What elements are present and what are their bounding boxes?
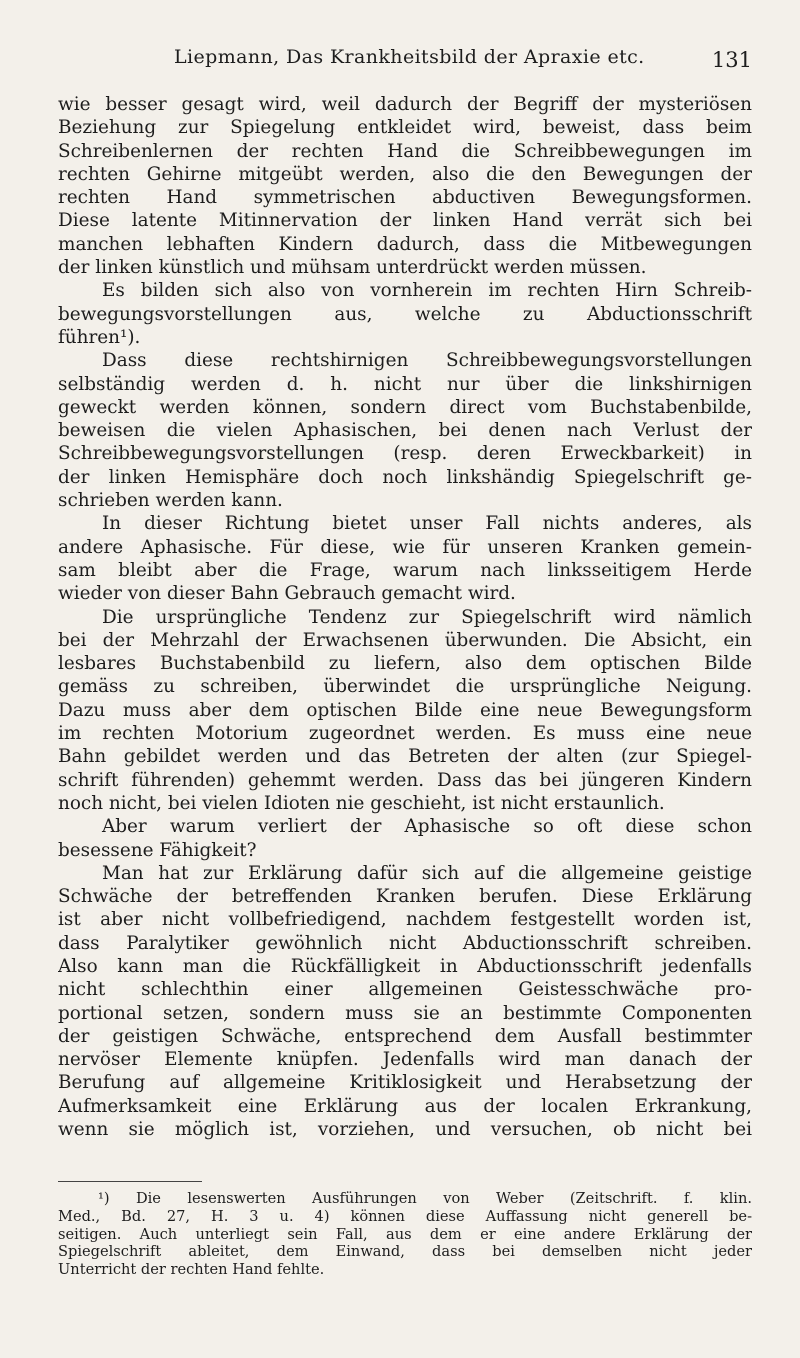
text-line: ist aber nicht vollbefriedigend, nachdem festgestellt worden ist, xyxy=(58,909,752,931)
text-line: Berufung auf allgemeine Kritiklosigkeit und Herabsetzung der xyxy=(58,1072,752,1094)
text-line: rechten Gehirne mitgeübt werden, also die den Bewegungen der xyxy=(58,163,752,185)
text-line: sam bleibt aber die Frage, warum nach linksseitigem Herde xyxy=(58,559,752,581)
text-line: Dass diese rechtshirnigen Schreibbewegungsvorstellungen xyxy=(102,350,752,372)
text-line: Schreibenlernen der rechten Hand die Schreibbewegungen im xyxy=(58,140,752,162)
running-head: Liepmann, Das Krankheitsbild der Apraxie etc. xyxy=(174,46,645,68)
footnote-line: seitigen. Auch unterliegt sein Fall, aus dem er eine andere Erklärung der xyxy=(58,1225,752,1243)
text-line: rechten Hand symmetrischen abductiven Bewegungsformen. xyxy=(58,187,752,209)
text-line: Es bilden sich also von vornherein im rechten Hirn Schreib- xyxy=(102,280,752,302)
text-line: wenn sie möglich ist, vorziehen, und versuchen, ob nicht bei xyxy=(58,1119,752,1141)
text-line: Also kann man die Rückfälligkeit in Abductionsschrift jedenfalls xyxy=(58,955,752,977)
text-line: besessene Fähigkeit? xyxy=(58,839,257,861)
body-text xyxy=(58,93,752,1141)
text-line: führen¹). xyxy=(58,326,141,348)
text-line: schrieben werden kann. xyxy=(58,490,283,512)
text-line: bei der Mehrzahl der Erwachsenen überwunden. Die Absicht, ein xyxy=(58,629,752,651)
page-header xyxy=(58,46,752,80)
text-line: Beziehung zur Spiegelung entkleidet wird, beweist, dass beim xyxy=(58,117,752,139)
footnote-line: ¹) Die lesenswerten Ausführungen von Weber (Zeitschrift. f. klin. xyxy=(98,1190,752,1207)
text-line: gemäss zu schreiben, überwindet die ursprüngliche Neigung. xyxy=(58,676,752,698)
text-line: nicht schlechthin einer allgemeinen Geistesschwäche pro- xyxy=(58,979,752,1001)
text-line: nervöser Elemente knüpfen. Jedenfalls wird man danach der xyxy=(58,1049,752,1071)
text-line: andere Aphasische. Für diese, wie für unseren Kranken gemein- xyxy=(58,536,752,558)
text-line: noch nicht, bei vielen Idioten nie geschieht, ist nicht erstaunlich. xyxy=(58,792,665,814)
text-line: im rechten Motorium zugeordnet werden. Es muss eine neue xyxy=(58,723,752,745)
text-line: In dieser Richtung bietet unser Fall nichts anderes, als xyxy=(102,513,752,535)
footnote-line: Unterricht der rechten Hand fehlte. xyxy=(58,1261,325,1279)
text-line: portional setzen, sondern muss sie an bestimmte Componenten xyxy=(58,1002,752,1024)
text-line: der linken künstlich und mühsam unterdrückt werden müssen. xyxy=(58,257,647,279)
text-line: Aufmerksamkeit eine Erklärung aus der localen Erkrankung, xyxy=(58,1095,752,1117)
text-line: manchen lebhaften Kindern dadurch, dass die Mitbewegungen xyxy=(58,233,752,255)
text-line: Diese latente Mitinnervation der linken Hand verrät sich bei xyxy=(58,210,752,232)
text-line: selbständig werden d. h. nicht nur über die linkshirnigen xyxy=(58,373,752,395)
text-line: Dazu muss aber dem optischen Bilde eine neue Bewegungsform xyxy=(58,699,752,721)
footnote-line: Spiegelschrift ableitet, dem Einwand, dass bei demselben nicht jeder xyxy=(58,1243,752,1261)
text-line: Man hat zur Erklärung dafür sich auf die allgemeine geistige xyxy=(102,862,752,884)
footnote-line: Med., Bd. 27, H. 3 u. 4) können diese Auffassung nicht generell be- xyxy=(58,1207,752,1225)
text-line: wieder von dieser Bahn Gebrauch gemacht wird. xyxy=(58,583,516,605)
text-line: Bahn gebildet werden und das Betreten der alten (zur Spiegel- xyxy=(58,746,752,768)
footnote-divider xyxy=(58,1181,202,1182)
text-line: beweisen die vielen Aphasischen, bei denen nach Verlust der xyxy=(58,420,752,442)
text-line: schrift führenden) gehemmt werden. Dass das bei jüngeren Kindern xyxy=(58,769,752,791)
text-line: Aber warum verliert der Aphasische so oft diese schon xyxy=(102,816,752,838)
text-line: geweckt werden können, sondern direct vom Buchstabenbilde, xyxy=(58,396,752,418)
text-line: Schwäche der betreffenden Kranken berufen. Diese Erklärung xyxy=(58,886,752,908)
footnotes xyxy=(58,1190,752,1279)
text-line: der geistigen Schwäche, entsprechend dem Ausfall bestimmter xyxy=(58,1025,752,1047)
text-line: wie besser gesagt wird, weil dadurch der Begriff der mysteriösen xyxy=(58,94,752,115)
text-line: bewegungsvorstellungen aus, welche zu Abductionsschrift xyxy=(58,303,752,325)
text-line: dass Paralytiker gewöhnlich nicht Abductionsschrift schreiben. xyxy=(58,932,752,954)
page-number: 131 xyxy=(711,48,752,72)
text-line: Die ursprüngliche Tendenz zur Spiegelschrift wird nämlich xyxy=(102,606,752,628)
text-line: der linken Hemisphäre doch noch linkshändig Spiegelschrift ge- xyxy=(58,466,752,488)
text-line: lesbares Buchstabenbild zu liefern, also dem optischen Bilde xyxy=(58,653,752,675)
text-line: Schreibbewegungsvorstellungen (resp. deren Erweckbarkeit) in xyxy=(58,443,752,465)
